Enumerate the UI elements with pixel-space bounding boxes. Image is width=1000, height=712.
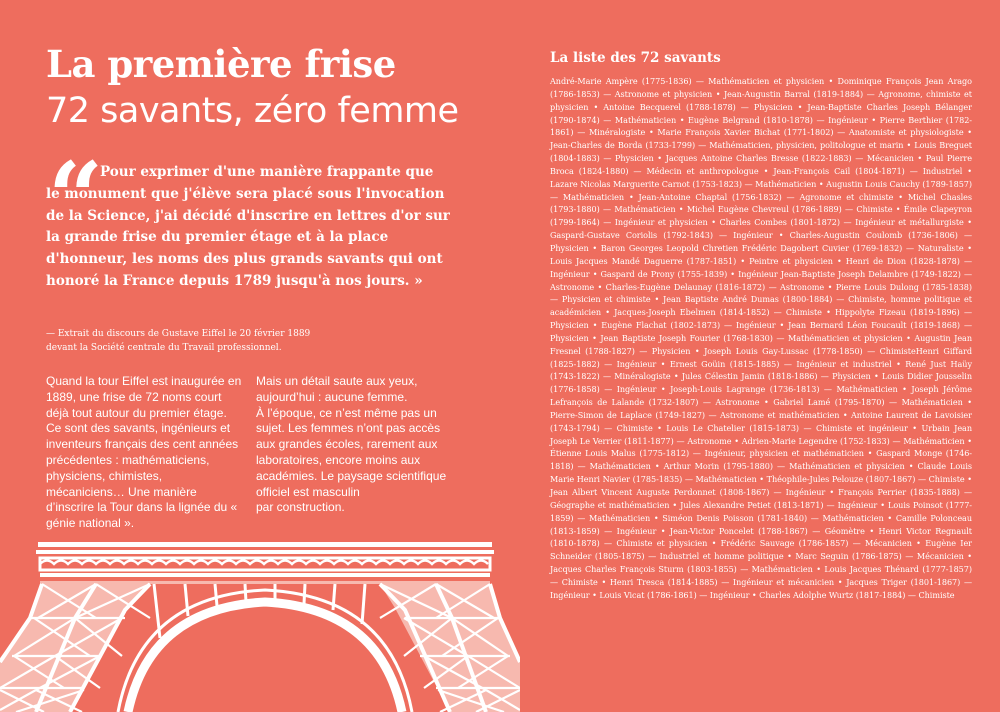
scientists-list: André-Marie Ampère (1775-1836) — Mathématicien et physicien • Dominique François Jean Arago (1786-1853) — Astronome et physicien • Jean-Augustin Barral (1819-1884) — Agronome, chimiste et physicien • Antoine Becquerel (1788-1878) — Physicien • Jean-Baptiste Charles Joseph Bélanger (1790-1874) — Mathématicien • Eugène Belgrand (1810-1878) — Ingénieur • Pierre Berthier (1782-1861) — Minéralogiste • Marie François Xavier Bichat (1771-1802) — Anatomiste et physiologiste • Jean-Charles de Borda (1733-1799) — Mathématicien, physicien, politologue et marin • Louis Breguet (1804-1883) — Physicien • Jacques Antoine Charles Bresse (1822-1883) — Mécanicien • Paul Pierre Broca (1824-1880) — Médecin et anthropologue • Jean-François Cail (1804-1871) — Industriel • Lazare Nicolas Marguerite Carnot (1753-1823) — Mathématicien • Augustin Louis Cauchy (1789-1857) — Mathématicien • Jean-Antoine Chaptal (1756-1832) — Agronome et chimiste • Michel Chasles (1793-1880) — Mathématicien • Michel Eugène Chevreul (1786-1889) — Chimiste • Émile Clapeyron (1799-1864) — Ingénieur et physicien • Charles Combes (1801-1872) — Ingénieur et métallurgiste • Gaspard-Gustave Coriolis (1792-1843) — Ingénieur • Charles-Augustin Coulomb (1736-1806) — Physicien • Baron Georges Leopold Chretien Frédéric Dagobert Cuvier (1769-1832) — Naturaliste • Louis Jacques Mandé Daguerre (1787-1851) • Peintre et physicien • Henri de Dion (1828-1878) — Ingénieur • Gaspard de Prony (1755-1839) • Ingénieur Jean-Baptiste Joseph Delambre (1749-1822) — Astronome • Charles-Eugène Delaunay (1816-1872) — Astronome • Pierre Louis Dulong (1785-1838) — Physicien et chimiste • Jean Baptiste André Dumas (1800-1884) — Chimiste, homme politique et académicien • Jacques-Joseph Ebelmen (1814-1852) — Chimiste • Hippolyte Fizeau (1819-1896) — Physicien • Eugène Flachat (1802-1873) — Ingénieur • Jean Bernard Léon Foucault (1819-1868) — Physicien • Jean Baptiste Joseph Fourier (1768-1830) — Mathématicien et physicien • Augustin Jean Fresnel (1788-1827) — Physicien • Joseph Louis Gay-Lussac (1778-1850) — ChimisteHenri Giffard (1825-1882) — Ingénieur • Ernest Goüin (1815-1885) — Ingénieur et industriel • René Just Haüy (1743-1822) — Minéralogiste • Jules Célestin Jamin (1818-1886) — Physicien • Louis Didier Jousselin (1776-1858) — Ingénieur • Joseph-Louis Lagrange (1736-1813) — Mathématicien • Joseph Jérôme Lefrançois de Lalande (1732-1807) — Astronome • Gabriel Lamé (1795-1870) — Mathématicien • Pierre-Simon de Laplace (1749-1827) — Astronome et mathématicien • Antoine Laurent de Lavoisier (1743-1794) — Chimiste • Louis Le Chatelier (1815-1873) — Chimiste et ingénieur • Urbain Jean Joseph Le Verrier (1811-1877) — Astronome • Adrien-Marie Legendre (1752-1833) — Mathématicien • Étienne Louis Malus (1775-1812) — Ingénieur, physicien et mathématicien • Gaspard Monge (1746-1818) — Mathématicien • Arthur Morin (1795-1880) — Mathématicien et physicien • Claude Louis Marie Henri Navier (1785-1835) — Mathématicien • Théophile-Jules Pelouze (1807-1867) — Chimiste • Jean Albert Vincent Auguste Perdonnet (1808-1867) — Ingénieur • François Perrier (1835-1888) — Géographe et mathématicien • Jules Alexandre Petiet (1813-1871) — Ingénieur • Louis Poinsot (1777-1859) — Mathématicien • Siméon Denis Poisson (1781-1840) — Mathématicien • Camille Polonceau (1813-1859) — Ingénieur • Jean-Victor Poncelet (1788-1867) — Géomètre • Henri Victor Regnault (1810-1878) — Chimiste et physicien • Frédéric Sauvage (1786-1857) — Mécanicien • Eugène Ier Schneider (1805-1875) — Industriel et homme politique • Marc Seguin (1786-1875) — Mécanicien • Jacques Charles François Sturm (1803-1855) — Mathématicien • Louis Jacques Thénard (1777-1857) — Chimiste • Henri Tresca (1814-1885) — Ingénieur et mécanicien • Jacques Triger (1801-1867) — Ingénieur • Louis Vicat (1786-1861) — Ingénieur • Charles Adolphe Wurtz (1817-1884) — Chimiste [550, 76, 972, 600]
attribution-line-2: devant la Société centrale du Travail professionnel. [46, 343, 282, 353]
quote-attribution [46, 327, 366, 355]
body-column-1: Quand la tour Eiffel est inaugurée en 1889, une frise de 72 noms court déjà tout autour du premier étage. Ce sont des savants, ingénieurs et inventeurs français des cent années précédentes : mathématiciens, physiciens, chimistes, mécaniciens… Une manière d’inscrire la Tour dans la lignée du « génie national ». [46, 374, 242, 531]
attribution-line-1: — Extrait du discours de Gustave Eiffel le 20 février 1889 [46, 329, 311, 339]
body-column-2-para-1: Mais un détail saute aux yeux, aujourd’hui : aucune femme. [256, 374, 418, 404]
page-subtitle: 72 savants, zéro femme [46, 91, 459, 131]
body-column-2-para-3: par construction. [256, 500, 345, 515]
body-column-2-para-2: À l’époque, ce n’est même pas un sujet. Les femmes n’ont pas accès aux grandes écoles, rarement aux laboratoires, encore moins aux académies. Le paysage scientifique officiel est masculin [256, 405, 447, 499]
body-column-2 [256, 374, 462, 516]
page-title: La première frise [46, 42, 396, 86]
eiffel-tower-illustration [0, 538, 520, 712]
pull-quote-text: Pour exprimer d'une manière frappante que le monument que j'élève sera placé sous l'invocation de la Science, j'ai décidé d'inscrire en lettres d'or sur la grande frise du premier étage et à la place d'honneur, les noms des plus grands savants qui ont honoré la France depuis 1789 jusqu'à nos jours. » [46, 164, 450, 289]
quote-mark: “ [48, 141, 104, 254]
pull-quote [46, 162, 450, 293]
list-title: La liste des 72 savants [550, 50, 721, 66]
